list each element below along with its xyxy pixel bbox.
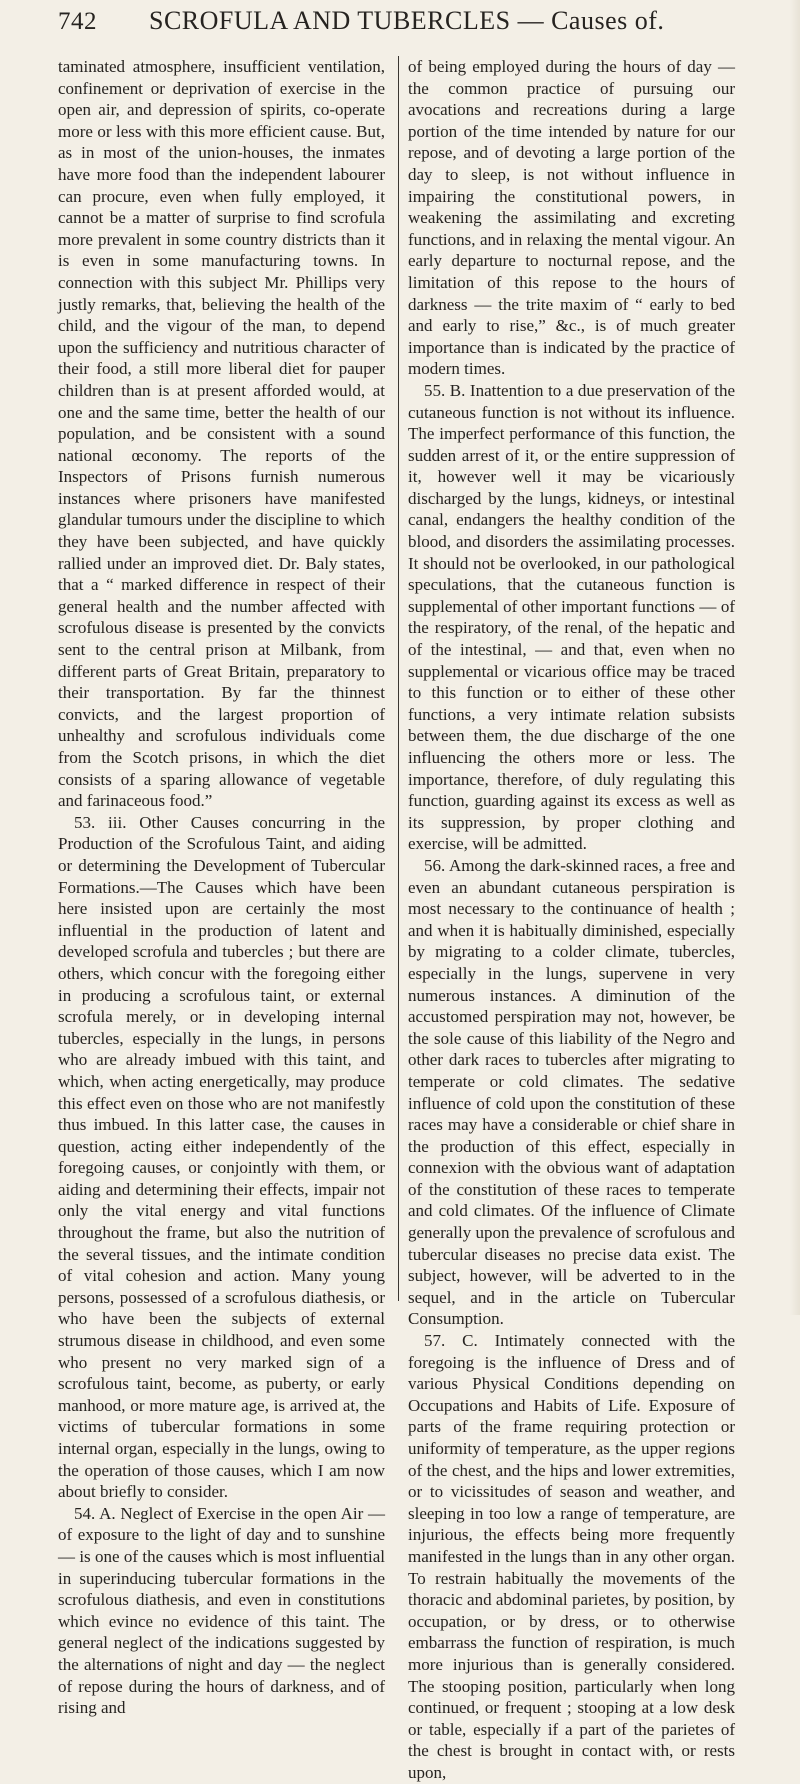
paragraph: 55. B. Inattention to a due preservation of the cutaneous function is not without its influence. The imperfect performance of this function, the sudden arrest of it, or the entire suppression of it, however well it may be vicariously discharged by the lungs, kidneys, or intestinal canal, endangers the healthy condition of the blood, and disorders the assimilating processes. It should not be overlooked, in our pathological speculations, that the cutaneous function is supplemental of other important functions — of the respiratory, of the renal, of the hepatic and of the intestinal, — and that, even when no supplemental or vicarious office may be traced to this function or to either of these other functions, a very intimate relation subsists between them, the due discharge of the one influencing the others more or less. The importance, therefore, of duly regulating this function, guarding against its excess as well as its suppression, by proper clothing and exercise, will be admitted.	[408, 380, 735, 854]
paragraph: 56. Among the dark-skinned races, a free and even an abundant cutaneous perspiration is most necessary to the continuance of health ; and when it is habitually diminished, especially by migrating to a colder climate, tubercles, especially in the lungs, supervene in very numerous instances. A diminution of the accustomed perspiration may not, however, be the sole cause of this liability of the Negro and other dark races to tubercles after migrating to temperate or cold climates. The sedative influence of cold upon the constitution of these races may have a considerable or chief share in the production of this effect, especially in connexion with the obvious want of adaptation of the constitution of these races to temperate and cold climates. Of the influence of Climate generally upon the prevalence of scrofulous and tubercular diseases no precise data exist. The subject, however, will be adverted to in the sequel, and in the article on Tubercular Consumption.	[408, 855, 735, 1329]
paragraph: of being employed during the hours of day — the common practice of pursuing our avocations and recreations during a large portion of the time intended by nature for our repose, and of devoting a large portion of the day to sleep, is not without influence in impairing the constitutional powers, in weakening the assimilating and excreting functions, and in relaxing the mental vigour. An early departure to nocturnal repose, and the limitation of this repose to the hours of darkness — the trite maxim of “ early to bed and early to rise,” &c., is of much greater importance than is indicated by the practice of modern times.	[408, 57, 735, 379]
page-number: 742	[58, 8, 97, 35]
paragraph: taminated atmosphere, insufficient ventilation, confinement or deprivation of exercise in the open air, and depression of spirits, co-operate more or less with this more efficient cause. But, as in most of the union-houses, the inmates have more food than the independent labourer can procure, even when fully employed, it cannot be a matter of surprise to find scrofula more prevalent in some country districts than it is even in some manufacturing towns. In connection with this subject Mr. Phillips very justly remarks, that, believing the health of the child, and the vigour of the man, to depend upon the sufficiency and nutritious character of their food, a still more liberal diet for pauper children than is at present afforded would, at one and the same time, better the health of our population, and be consistent with a sound national œconomy. The reports of the Inspectors of Prisons furnish numerous instances where prisoners have manifested glandular tumours under the discipline to which they have been subjected, and have quickly rallied under an improved diet. Dr. Baly states, that a “ marked difference in respect of their general health and the number affected with scrofulous disease is presented by the convicts sent to the central prison at Milbank, from different parts of Great Britain, preparatory to their transportation. By far the thinnest convicts, and the largest proportion of unhealthy and scrofulous individuals come from the Scotch prisons, in which the diet consists of a sparing allowance of vegetable and farinaceous food.”	[58, 57, 385, 811]
page-edge-shadow	[790, 0, 800, 1315]
right-column	[408, 56, 735, 1782]
paragraph: 54. A. Neglect of Exercise in the open Air — of exposure to the light of day and to sunshine — is one of the causes which is most influential in superinducing tubercular formations in the scrofulous diathesis, and even in constitutions which evince no evidence of this taint. The general neglect of the indications suggested by the alternations of night and day — the neglect of repose during the hours of darkness, and of rising and	[58, 1503, 385, 1718]
left-column	[58, 56, 385, 1718]
paragraph: 53. iii. Other Causes concurring in the Production of the Scrofulous Taint, and aiding or determining the Development of Tubercular Formations.—The Causes which have been here insisted upon are certainly the most influential in the production of latent and developed scrofula and tubercles ; but there are others, which concur with the foregoing either in producing a scrofulous taint, or external scrofula merely, or in developing internal tubercles, especially in the lungs, in persons who are already imbued with this taint, and which, when acting energetically, may produce this effect even on those who are not manifestly thus imbued. In this latter case, the causes in question, acting either independently of the foregoing causes, or conjointly with them, or aiding and determining their effects, impair not only the vital energy and vital functions throughout the frame, but also the nutrition of the several tissues, and the intimate condition of vital cohesion and action. Many young persons, possessed of a scrofulous diathesis, or who have been the subjects of external strumous disease in childhood, and even some who present no very marked sign of a scrofulous taint, become, as puberty, or early manhood, or more mature age, is arrived at, the victims of tubercular formations in some internal organ, especially in the lungs, owing to the operation of those causes, which I am now about briefly to consider.	[58, 812, 385, 1502]
page-header	[58, 6, 773, 48]
column-divider	[398, 56, 399, 1301]
paragraph: 57. C. Intimately connected with the foregoing is the influence of Dress and of various Physical Conditions depending on Occupations and Habits of Life. Exposure of parts of the frame requiring protection or uniformity of temperature, as the upper regions of the chest, and the hips and lower extremities, or to vicissitudes of season and weather, and sleeping in too low a range of temperature, are injurious, the effects being more frequently manifested in the lungs than in any other organ. To restrain habitually the movements of the thoracic and abdominal parietes, by position, by occupation, or by dress, or to otherwise embarrass the function of respiration, is much more injurious than is generally considered. The stooping position, particularly when long continued, or frequent ; stooping at a low desk or table, especially if a part of the parietes of the chest is brought in contact with, or rests upon,	[408, 1331, 735, 1782]
running-title: SCROFULA AND TUBERCLES — Causes of.	[149, 6, 665, 35]
